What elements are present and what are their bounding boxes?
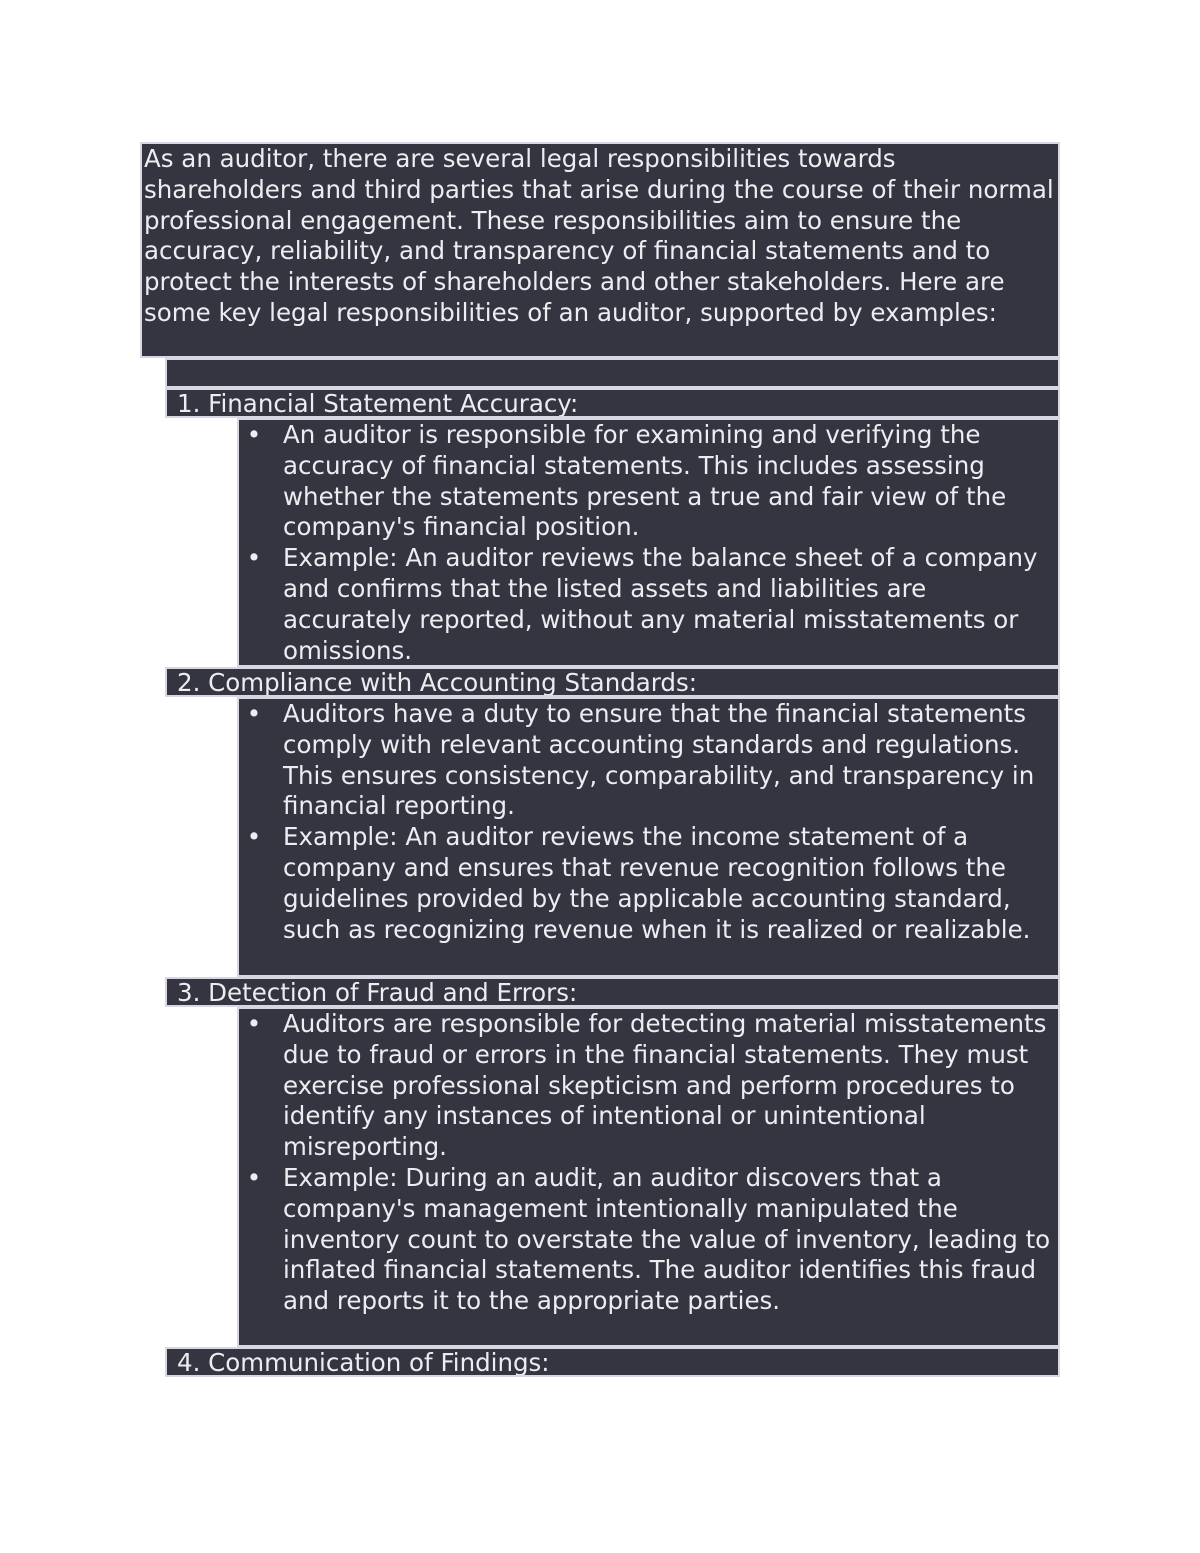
bullet-icon: • (246, 822, 262, 852)
bullet-icon: • (246, 1009, 262, 1038)
section-heading-1: 1. Financial Statement Accuracy: (165, 388, 1060, 418)
empty-highlight-line (165, 358, 1060, 388)
section-heading-2: 2. Compliance with Accounting Standards: (165, 667, 1060, 697)
bullet-icon: • (246, 1162, 262, 1192)
bullet-icon: • (246, 420, 262, 449)
section-heading-4: 4. Communication of Findings: (165, 1347, 1060, 1377)
list-item (246, 699, 1058, 822)
list-item-text: Auditors have a duty to ensure that the financial statements comply with relevant accounting standards and regulations. This ensures consistency, comparability, and transparency in financial reporting. (283, 699, 1035, 821)
list-item-text: Example: An auditor reviews the income statement of a company and ensures that revenue recognition follows the guidelines provided by the applicable accounting standard, such as recognizing revenue when it is realized or realizable. (283, 822, 1031, 944)
section-list-1 (237, 418, 1060, 667)
list-item-text: Example: An auditor reviews the balance sheet of a company and confirms that the listed assets and liabilities are accurately reported, without any material misstatements or omissions. (283, 543, 1038, 665)
list-item-text: Example: During an audit, an auditor discovers that a company's management intentionally manipulated the inventory count to overstate the value of inventory, leading to inflated financial statements. The auditor identifies this fraud and reports it to the appropriate parties. (283, 1162, 1051, 1316)
list-item (246, 822, 1058, 945)
list-item-text: An auditor is responsible for examining and verifying the accuracy of financial statements. This includes assessing whether the statements present a true and fair view of the company's financial position. (283, 420, 1007, 542)
section-list-3 (237, 1007, 1060, 1347)
intro-paragraph: As an auditor, there are several legal responsibilities towards shareholders and third parties that arise during the course of their normal professional engagement. These responsibilities aim to ensure the accuracy, reliability, and transparency of financial statements and to protect the interests of shareholders and other stakeholders. Here are some key legal responsibilities of an auditor, supported by examples: (140, 142, 1060, 358)
list-item (246, 1009, 1058, 1163)
section-heading-3: 3. Detection of Fraud and Errors: (165, 977, 1060, 1007)
bullet-icon: • (246, 699, 262, 728)
section-list-2 (237, 697, 1060, 977)
list-item (246, 1162, 1058, 1317)
list-item (246, 543, 1058, 666)
list-item-text: Auditors are responsible for detecting material misstatements due to fraud or errors in the financial statements. They must exercise professional skepticism and perform procedures to identify any instances of intentional or unintentional misreporting. (283, 1009, 1047, 1162)
list-item (246, 420, 1058, 543)
bullet-icon: • (246, 543, 262, 573)
